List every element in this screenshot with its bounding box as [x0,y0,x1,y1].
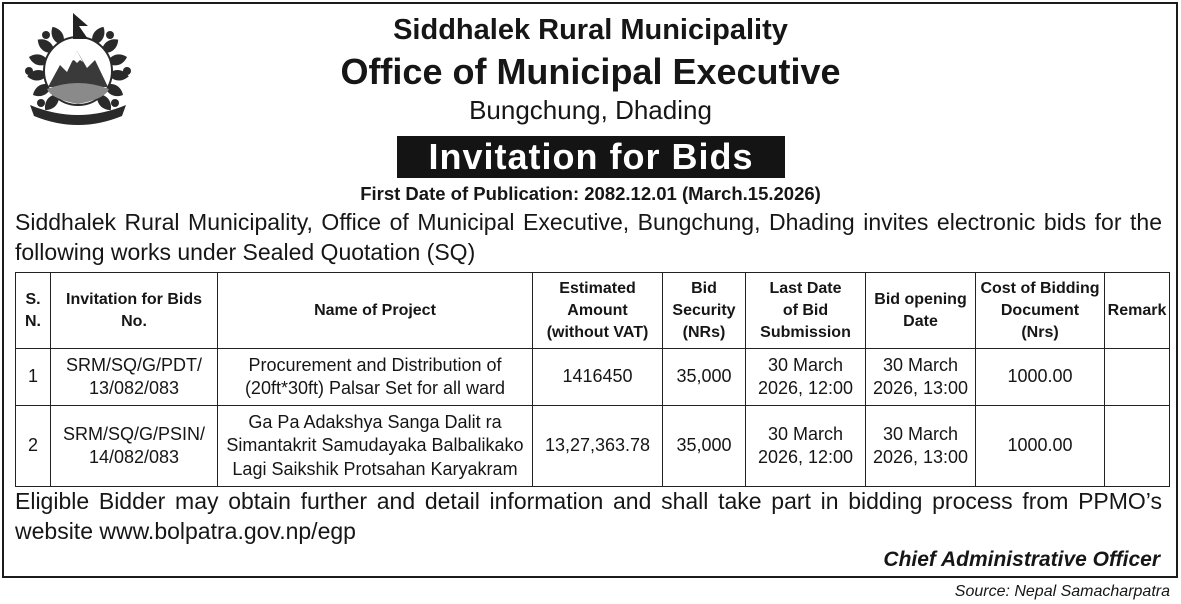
bid-opening-cell [866,349,976,406]
date-line: 30 March [882,423,959,444]
header-line: Estimated [559,279,636,297]
header-last-submission-date [746,273,866,349]
bid-number-line: SRM/SQ/G/PSIN/ [62,423,206,444]
header-document-cost [976,273,1105,349]
project-name-cell [218,406,533,487]
bid-number-cell [51,349,218,406]
notice-title: Invitation for Bids [397,136,785,178]
header-bid-number [51,273,218,349]
bid-number-cell [51,406,218,487]
header-line: S. [25,290,41,308]
header-line: (without VAT) [546,323,649,341]
serial-number-cell [16,406,51,487]
office-address: Bungchung, Dhading [469,95,712,125]
document-cost-cell [976,406,1105,487]
project-name-line: Ga Pa Adakshya Sanga Dalit ra [248,411,502,432]
serial-number-cell [16,349,51,406]
last-submission-cell [746,349,866,406]
header-line: Invitation for Bids [66,290,202,308]
bid-number-line: 14/082/083 [88,447,180,467]
document-cost: 1000.00 [1007,366,1073,387]
project-name-line: Lagi Saikshik Protsahan Karyakram [232,458,518,479]
header-line: Last Date [769,279,842,297]
estimated-amount-cell [533,406,663,487]
document-cost: 1000.00 [1007,435,1073,456]
office-name: Office of Municipal Executive [340,51,841,92]
header-line: (NRs) [682,323,726,341]
date-line: 30 March [767,354,844,375]
bid-opening-cell [866,406,976,487]
date-line: 2026, 13:00 [872,447,969,467]
header-line: No. [121,312,147,330]
municipality-name: Siddhalek Rural Municipality [393,14,788,46]
estimated-amount-cell [533,349,663,406]
project-name-line: (20ft*30ft) Palsar Set for all ward [244,378,506,398]
header-project-name [218,273,533,349]
header-remark [1105,273,1170,349]
date-line: 30 March [882,354,959,375]
header-serial-number [16,273,51,349]
estimated-amount: 1416450 [562,366,633,387]
project-name-line: Simantakrit Samudayaka Balbalikako [226,435,524,456]
header-line: Remark [1107,301,1167,319]
header-bid-opening-date [866,273,976,349]
header-line: Name of Project [314,301,436,319]
header-line: Bid opening [874,290,967,308]
header-bid-security [663,273,746,349]
header-line: Document [1000,301,1080,319]
header-line: Submission [760,323,851,341]
header-line: Amount [567,301,628,319]
bids-table [15,272,1170,487]
header-line: N. [25,312,41,330]
header-line: Security [672,301,736,319]
bid-security: 35,000 [676,435,732,456]
date-line: 2026, 12:00 [757,378,854,398]
project-name-cell [218,349,533,406]
eligibility-paragraph: Eligible Bidder may obtain further and detail information and shall take part in bidding process from PPMO’s website www.bolpatra.gov.np/egp [15,488,1162,544]
header-line: of Bid [782,301,829,319]
remark-cell [1105,406,1170,487]
bid-security: 35,000 [676,366,732,387]
table-row [16,406,1170,487]
table-row [16,349,1170,406]
bid-number-line: SRM/SQ/G/PDT/ [65,354,202,375]
bid-security-cell [663,349,746,406]
date-line: 2026, 13:00 [872,378,969,398]
source-credit: Source: Nepal Samacharpatra [954,583,1170,600]
project-name-line: Procurement and Distribution of [248,354,502,375]
serial-number: 1 [27,366,38,387]
header-line: Bid [691,279,717,297]
signatory: Chief Administrative Officer [883,548,1160,571]
bid-number-line: 13/082/083 [88,378,180,398]
document-cost-cell [976,349,1105,406]
publication-date: First Date of Publication: 2082.12.01 (March.15.2026) [360,183,821,204]
last-submission-cell [746,406,866,487]
intro-paragraph: Siddhalek Rural Municipality, Office of Municipal Executive, Bungchung, Dhading invites electronic bids for the following works under Sealed Quotation (SQ) [15,209,1162,265]
date-line: 2026, 12:00 [757,447,854,467]
header-line: Date [903,312,938,330]
header-line: Cost of Bidding [980,279,1100,297]
remark-cell [1105,349,1170,406]
estimated-amount: 13,27,363.78 [544,435,651,456]
serial-number: 2 [27,435,38,456]
bid-security-cell [663,406,746,487]
table-header-row [16,273,1170,349]
header-estimated-amount [533,273,663,349]
header-line: (Nrs) [1021,323,1059,341]
date-line: 30 March [767,423,844,444]
